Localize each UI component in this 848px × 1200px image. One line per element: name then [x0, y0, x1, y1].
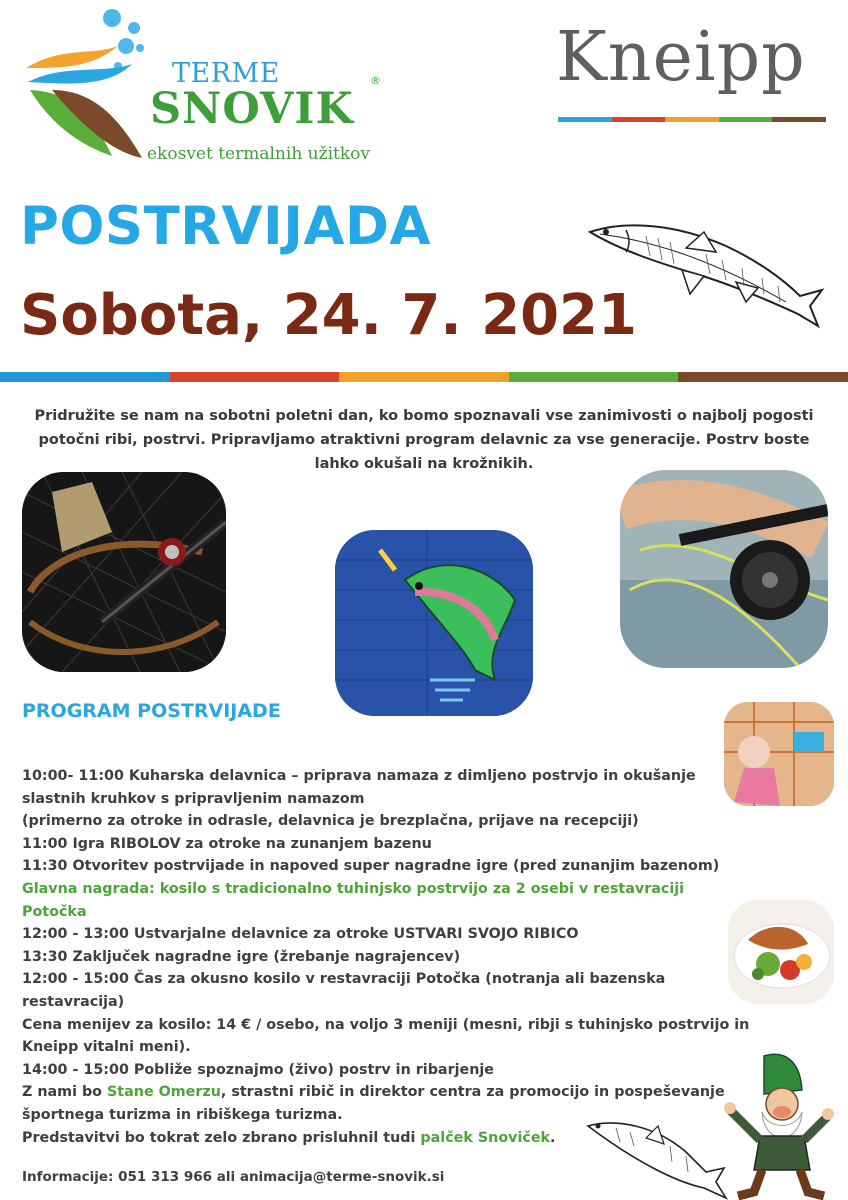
program-text: Predstavitvi bo tokrat zelo zbrano prisluhnil tudi: [22, 1129, 421, 1146]
program-title: PROGRAM POSTRVIJADE: [22, 700, 281, 722]
logo-terme-text: TERME: [172, 58, 280, 89]
program-line: 14:00 - 15:00 Pobliže spoznajmo (živo) postrv in ribarjenje: [22, 1061, 494, 1078]
program-line: športnega turizma in ribiškega turizma.: [22, 1106, 343, 1123]
terme-snovik-emblem-icon: [22, 6, 152, 166]
program-line: Kneipp vitalni meni).: [22, 1039, 191, 1056]
program-line: 12:00 - 13:00 Ustvarjalne delavnice za otroke USTVARI SVOJO RIBICO: [22, 926, 579, 943]
kneipp-logo-text: Kneipp: [556, 18, 806, 97]
event-date: Sobota, 24. 7. 2021: [20, 283, 637, 348]
program-line: slastnih kruhkov s pripravljenim namazom: [22, 790, 365, 807]
intro-text: Pridružite se nam na sobotni poletni dan, ko bomo spoznavali vse zanimivosti o najbolj pogosti potočni ribi, postrvi. Pripravljamo atraktivni program delavnic za vse generacije. Postrv boste lahko okušali na krožnikih.: [34, 408, 814, 472]
trout-illustration-icon: [586, 1112, 736, 1200]
program-line: 11:00 Igra RIBOLOV za otroke na zunanjem bazenu: [22, 835, 432, 852]
program-line: Cena menijev za kosilo: 14 € / osebo, na voljo 3 meniji (mesni, ribji s tuhinjsko postrvijo in: [22, 1016, 750, 1033]
registered-mark: ®: [370, 74, 381, 87]
fish-mural-photo: [335, 530, 533, 716]
guest-name: Stane Omerzu: [106, 1084, 221, 1101]
program-line: [22, 1081, 792, 1104]
contact-info: Informacije: 051 313 966 ali animacija@terme-snovik.si: [22, 1169, 445, 1185]
terme-snovik-logo: [22, 6, 402, 166]
program-line: 10:00- 11:00 Kuharska delavnica – priprava namaza z dimljeno postrvjo in okušanje: [22, 768, 696, 784]
program-line: restavracija): [22, 993, 125, 1010]
main-prize-line: Potočka: [22, 903, 87, 920]
program-line: 11:30 Otvoritev postrvijade in napoved super nagradne igre (pred zunanjim bazenom): [22, 858, 720, 875]
mascot-name: palček Snoviček: [420, 1129, 551, 1146]
program-line: 12:00 - 15:00 Čas za okusno kosilo v restavraciji Potočka (notranja ali bazenska: [22, 971, 666, 988]
page-title: POSTRVIJADA: [20, 196, 432, 257]
trout-illustration-icon: [586, 210, 826, 330]
color-divider: [0, 372, 848, 382]
gnome-mascot-icon: [724, 1050, 836, 1200]
program-line: 13:30 Zaključek nagradne igre (žrebanje nagrajencev): [22, 948, 461, 965]
program-list: [22, 765, 792, 1149]
program-text: , strastni ribič in direktor centra za promocijo in pospeševanje: [220, 1084, 725, 1101]
program-line: (primerno za otroke in odrasle, delavnica je brezplačna, prijave na recepciji): [22, 813, 639, 830]
logo-snovik-text: SNOVIK: [150, 84, 354, 134]
fishing-reel-photo: [620, 470, 828, 668]
main-prize-line: Glavna nagrada: kosilo s tradicionalno tuhinjsko postrvijo za 2 osebi v restavraciji: [22, 880, 685, 897]
program-text: Z nami bo: [22, 1084, 107, 1101]
kneipp-color-bar: [558, 117, 826, 122]
program-text: .: [550, 1129, 556, 1146]
fishing-gear-photo: [22, 472, 226, 672]
logo-tagline: ekosvet termalnih užitkov: [147, 144, 370, 164]
kneipp-logo: [556, 18, 828, 124]
